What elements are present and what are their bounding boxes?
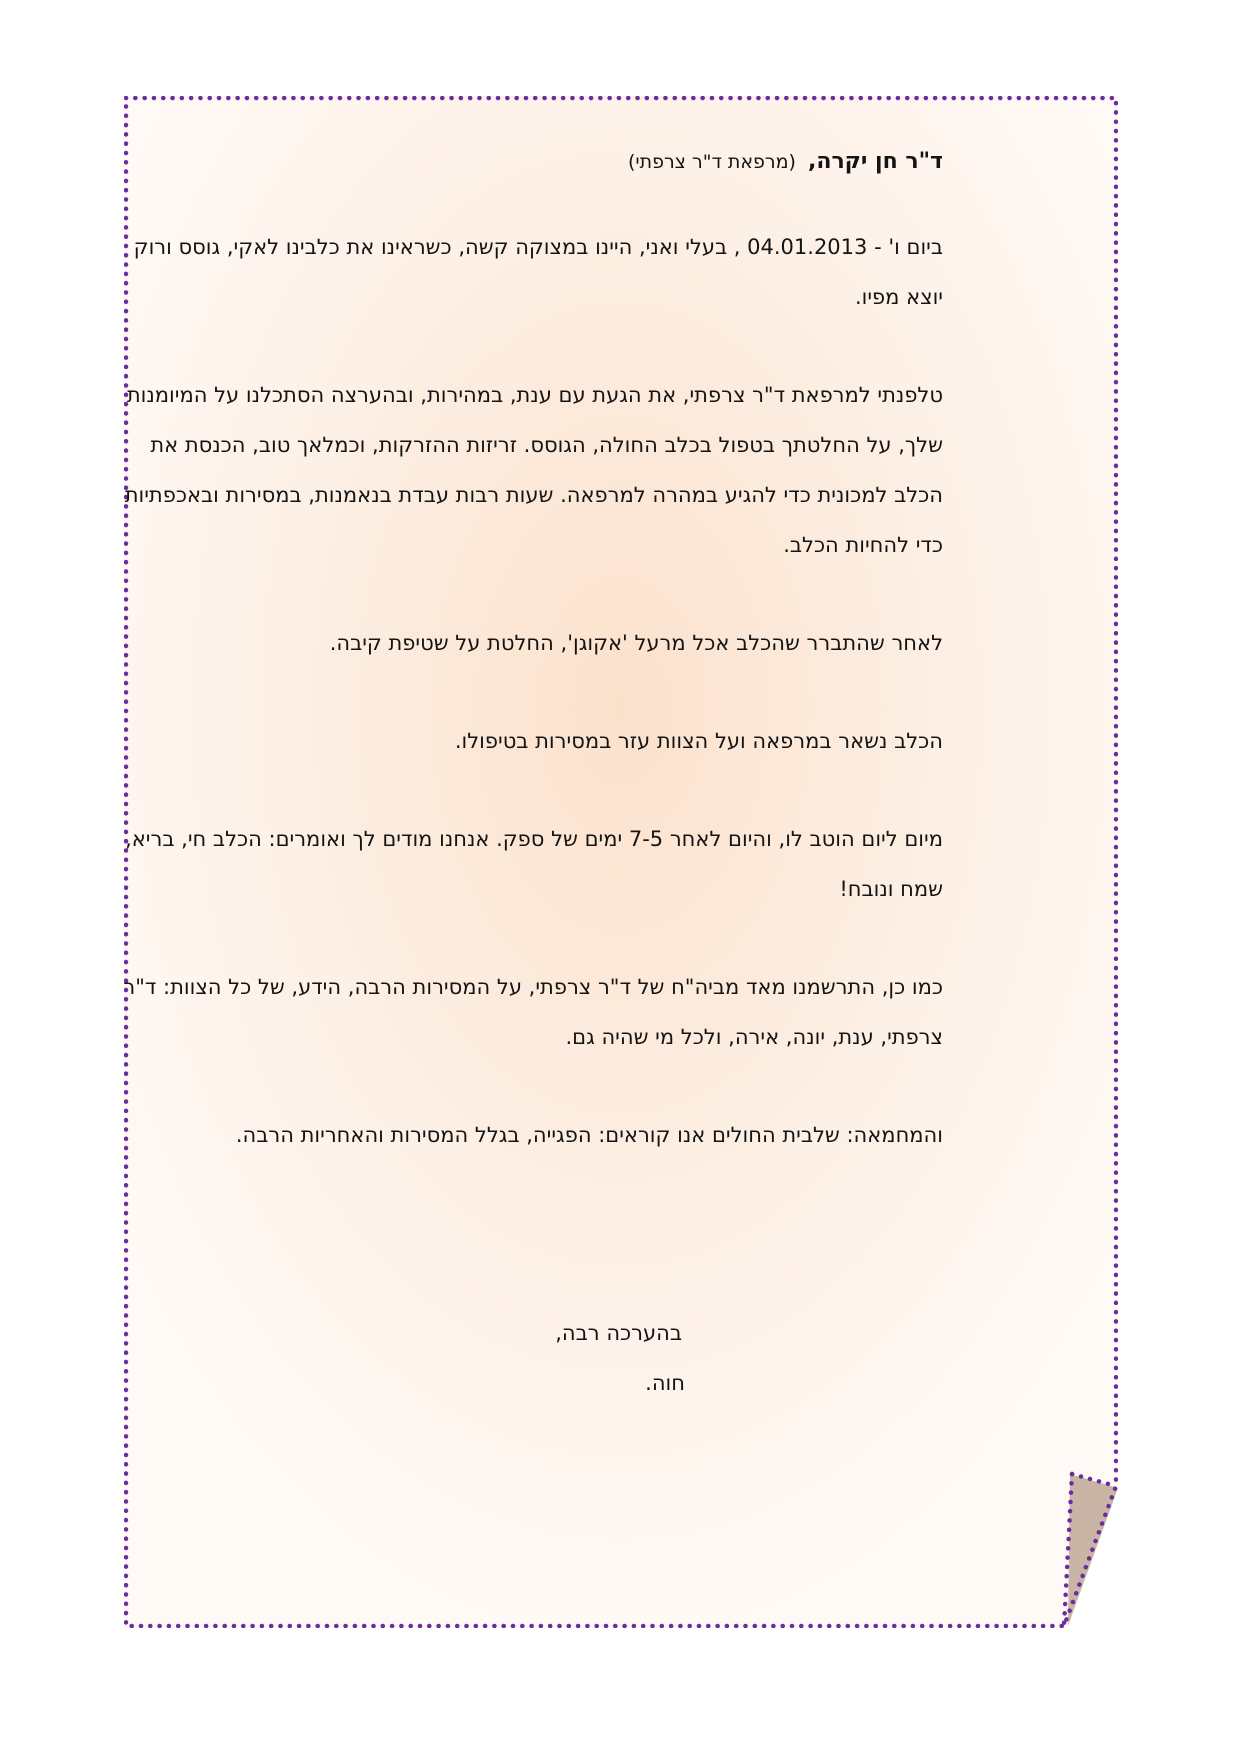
recipient-name: ד"ר חן יקרה, [807,149,943,174]
paragraph-line: כדי להחיות הכלב. [783,533,943,557]
paragraph-line: יוצא מפיו. [854,285,943,309]
closing-line: בהערכה רבה, [555,1321,682,1345]
paragraph-line: שלך, על החלטתך בטפול בכלב החולה, הגוסס. זריזות ההזרקות, וכמלאך טוב, הכנסת את [150,433,943,457]
paragraph-line: הכלב למכונית כדי להגיע במהרה למרפאה. שעות רבות עבדת בנאמנות, במסירות ובאכפתיות [124,483,943,507]
paragraph-line: טלפנתי למרפאת ד"ר צרפתי, את הגעת עם ענת, במהירות, ובהערצה הסתכלנו על המיומנות [126,383,943,407]
paragraph-line: והמחמאה: שלבית החולים אנו קוראים: הפגייה, בגלל המסירות והאחריות הרבה. [235,1123,943,1147]
letter-greeting [628,146,943,177]
paragraph-line: הכלב נשאר במרפאה ועל הצוות עזר במסירות בטיפולו. [454,729,943,753]
paragraph-line: צרפתי, ענת, יונה, אירה, ולכל מי שהיה גם. [565,1025,943,1049]
recipient-clinic: (מרפאת ד"ר צרפתי) [627,151,796,173]
paragraph-line: מיום ליום הוטב לו, והיום לאחר 7-5 ימים של ספק. אנחנו מודים לך ואומרים: הכלב חי, בריא, [125,827,943,851]
signature: חוה. [645,1371,685,1395]
paragraph-line: לאחר שהתברר שהכלב אכל מרעל 'אקוגן', החלטת על שטיפת קיבה. [329,631,943,655]
letter-body [124,96,1118,1628]
paragraph-line: שמח ונובח! [839,877,943,901]
paragraph-line: ביום ו' - 04.01.2013 , בעלי ואני, היינו במצוקה קשה, כשראינו את כלבינו לאקי, גוסס ורוק [133,235,943,259]
paragraph-line: כמו כן, התרשמנו מאד מביה"ח של ד"ר צרפתי, על המסירות הרבה, הידע, של כל הצוות: ד"ר [123,975,943,999]
